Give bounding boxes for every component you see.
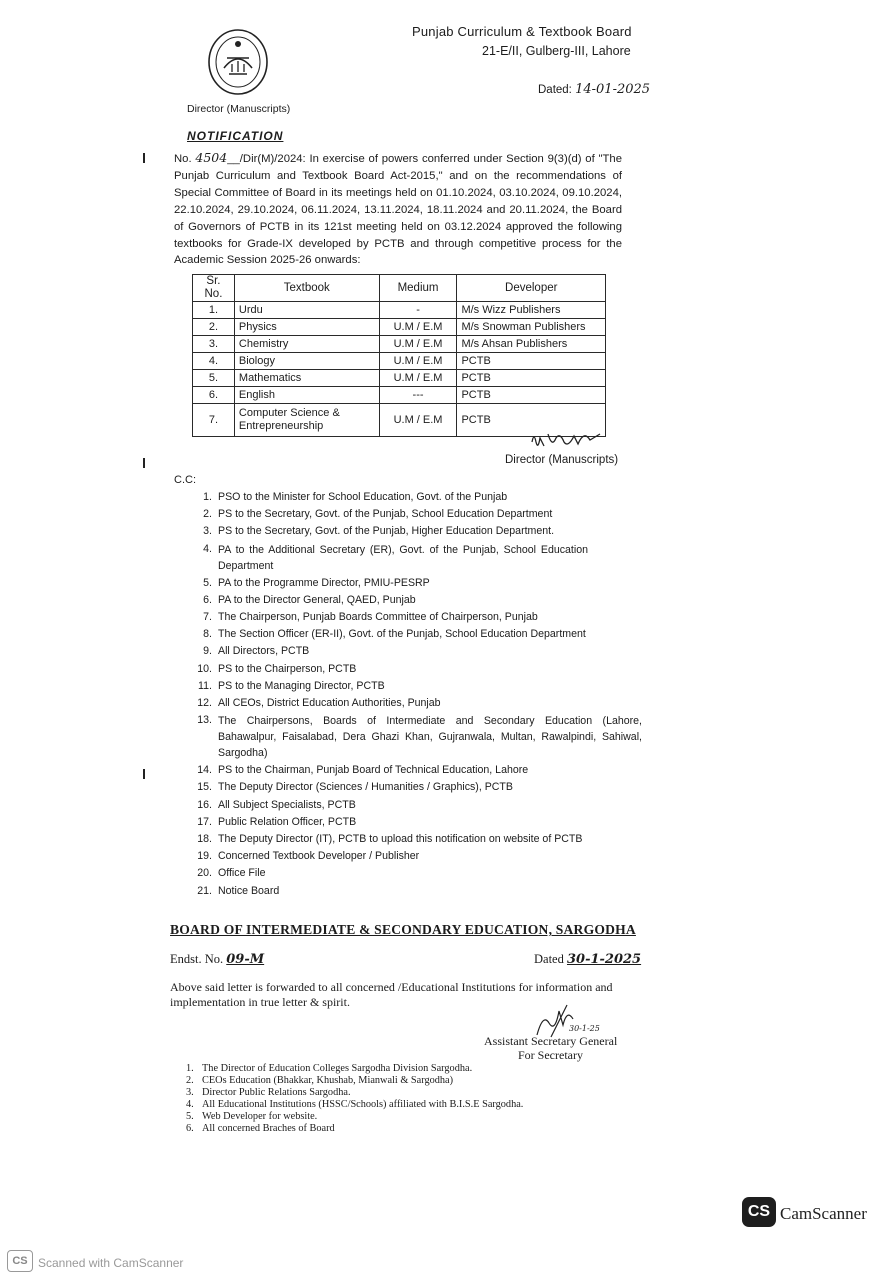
item-text: Office File [218,867,266,880]
item-number: 20. [197,867,212,880]
cell-medium: --- [379,387,457,404]
signature-date: 30-1-25 [569,1024,600,1033]
list-item [186,1087,523,1099]
cell-sr: 3. [193,336,235,353]
table-row [193,353,606,370]
cell-developer: PCTB [457,387,606,404]
item-number: 5. [186,1110,194,1122]
item-text: All Subject Specialists, PCTB [218,798,356,811]
notification-body [174,150,622,269]
list-item [182,506,642,523]
item-text: Notice Board [218,884,280,897]
notification-text: In exercise of powers conferred under Section 9(3)(d) of "The Punjab Curriculum and Textbook Board Act-2015," and on the recommendations of Special Committee of Board in its meetings held on 01.10.2024, 03.10.2024, 09.10.2024, 22.10.2024, 29.10.2024, 06.11.2024, 13.11.2024, 18.11.2024 and 20.11.2024, the Board of Governors of PCTB in its 121st meeting held on 03.12.2024 approved the following textbooks for Grade-IX developed by PCTB and through competitive process for the Academic Session 2025-26 onwards: [174,153,622,267]
margin-mark [143,153,145,163]
list-item [182,883,642,900]
item-number: 4. [186,1098,194,1110]
for-secretary: For Secretary [518,1048,583,1062]
list-item [186,1123,523,1135]
dated-value: 14-01-2025 [575,82,651,97]
cell-sr: 2. [193,319,235,336]
item-number: 17. [197,815,212,828]
cell-sr: 7. [193,404,235,437]
cell-developer: PCTB [457,353,606,370]
bise-distribution-list [186,1063,523,1134]
org-name: Punjab Curriculum & Textbook Board [412,24,632,39]
textbook-table [192,274,606,437]
pctb-seal-logo [207,28,269,96]
col-developer: Developer [457,275,606,302]
item-text: The Deputy Director (Sciences / Humanities / Graphics), PCTB [218,781,513,794]
cc-list [182,489,642,900]
item-number: 3. [186,1086,194,1098]
item-number: 8. [203,628,212,641]
item-number: 1. [186,1063,194,1074]
director-signature [530,428,610,456]
cell-medium: U.M / E.M [379,370,457,387]
item-text: PA to the Additional Secretary (ER), Govt. of the Punjab, School Education Department [218,543,588,572]
table-row [193,370,606,387]
list-item [186,1111,523,1123]
list-item [182,814,642,831]
cell-sr: 5. [193,370,235,387]
notification-number: 4504 [195,150,228,165]
cell-developer: PCTB [457,404,606,437]
item-text: PA to the Director General, QAED, Punjab [218,593,416,606]
forward-text: Above said letter is forwarded to all concerned /Educational Institutions for information and implementation in true letter & spirit. [170,980,613,1009]
item-number: 19. [197,850,212,863]
notification-date [538,82,650,97]
endst-value: 09-M [226,952,265,967]
item-text: Concerned Textbook Developer / Publisher [218,850,420,863]
col-sr-no: Sr. No. [193,275,235,302]
list-item [182,712,642,762]
item-number: 16. [197,798,212,811]
endorsement-number [170,952,264,967]
table-row [193,319,606,336]
scanned-with-text: Scanned with CamScanner [38,1256,184,1270]
cell-medium: U.M / E.M [379,353,457,370]
item-number: 2. [186,1074,194,1086]
table-row [193,336,606,353]
camscanner-brand: CamScanner [780,1204,867,1223]
endorsement-date [534,952,641,967]
bise-title: BOARD OF INTERMEDIATE & SECONDARY EDUCATION, SARGODHA [170,922,636,937]
notification-title: NOTIFICATION [187,129,284,143]
list-item [182,865,642,882]
list-item [182,848,642,865]
margin-mark [143,458,145,468]
col-medium: Medium [379,275,457,302]
camscanner-small-icon: CS [7,1250,33,1272]
cell-developer: PCTB [457,370,606,387]
item-number: 7. [203,611,212,624]
list-item [182,762,642,779]
item-text: All CEOs, District Education Authorities, Punjab [218,697,441,710]
item-text: The Chairpersons, Boards of Intermediate and Secondary Education (Lahore, Bahawalpur, Faisalabad, Dera Ghazi Khan, Gujranwala, Multan, Rawalpindi, Sahiwal, Sargodha) [218,715,642,760]
item-text: Public Relation Officer, PCTB [218,815,357,828]
list-item [182,643,642,660]
list-item [186,1099,523,1111]
item-number: 12. [197,697,212,710]
cell-developer: M/s Ahsan Publishers [457,336,606,353]
list-item [182,678,642,695]
cell-textbook: Chemistry [234,336,379,353]
item-text: PS to the Managing Director, PCTB [218,679,385,692]
item-text: Web Developer for website. [202,1110,318,1122]
cell-textbook: Urdu [234,302,379,319]
cell-sr: 1. [193,302,235,319]
item-text: The Chairperson, Punjab Boards Committee of Chairperson, Punjab [218,611,538,624]
item-text: All Directors, PCTB [218,645,310,658]
signatory: Assistant Secretary General [484,1034,618,1048]
list-item [182,831,642,848]
item-text: CEOs Education (Bhakkar, Khushab, Mianwali & Sargodha) [202,1074,454,1086]
list-item [182,489,642,506]
cell-medium: U.M / E.M [379,404,457,437]
signature-label: Director (Manuscripts) [505,454,619,466]
item-number: 11. [198,679,212,692]
cell-medium: - [379,302,457,319]
cell-medium: U.M / E.M [379,336,457,353]
item-text: PS to the Secretary, Govt. of the Punjab, Higher Education Department. [218,525,555,538]
bise-dated-value: 30-1-2025 [566,952,642,967]
list-item [186,1075,523,1087]
list-item [182,797,642,814]
item-number: 14. [197,764,212,777]
office-label: Director (Manuscripts) [187,103,291,115]
cell-textbook: Computer Science & Entrepreneurship [234,404,379,437]
cell-textbook: Physics [234,319,379,336]
item-text: PA to the Programme Director, PMIU-PESRP [218,576,430,589]
item-number: 9. [203,645,212,658]
cell-medium: U.M / E.M [379,319,457,336]
item-text: PS to the Chairperson, PCTB [218,662,357,675]
item-number: 10. [197,662,212,675]
list-item [186,1063,523,1075]
cell-textbook: Mathematics [234,370,379,387]
item-number: 18. [197,833,212,846]
item-number: 4. [203,542,212,555]
list-item [182,592,642,609]
cell-developer: M/s Snowman Publishers [457,319,606,336]
item-number: 6. [186,1122,194,1134]
item-text: The Deputy Director (IT), PCTB to upload this notification on website of PCTB [218,833,583,846]
dated-label: Dated: [538,84,572,96]
item-text: The Section Officer (ER-II), Govt. of the Punjab, School Education Department [218,628,586,641]
list-item [182,661,642,678]
list-item [182,695,642,712]
item-number: 15. [197,781,212,794]
list-item [182,626,642,643]
item-text: Director Public Relations Sargodha. [202,1086,351,1098]
item-text: The Director of Education Colleges Sargodha Division Sargodha. [202,1063,473,1074]
item-number: 1. [203,491,212,503]
col-textbook: Textbook [234,275,379,302]
bise-dated-label: Dated [534,952,564,966]
list-item [182,541,642,575]
table-row [193,302,606,319]
item-number: 2. [203,508,212,521]
endst-label: Endst. No. [170,952,224,966]
item-number: 6. [203,593,212,606]
cell-sr: 4. [193,353,235,370]
cell-textbook: Biology [234,353,379,370]
cell-sr: 6. [193,387,235,404]
list-item [182,609,642,626]
item-number: 21. [197,884,212,897]
list-item [182,575,642,592]
item-number: 5. [203,576,212,589]
org-address: 21-E/II, Gulberg-III, Lahore [482,44,631,58]
item-text: PSO to the Minister for School Education, Govt. of the Punjab [218,491,508,503]
item-text: All Educational Institutions (HSSC/Schools) affiliated with B.I.S.E Sargodha. [202,1098,524,1110]
item-text: PS to the Secretary, Govt. of the Punjab, School Education Department [218,508,553,521]
cc-label: C.C: [174,474,196,486]
cell-textbook: English [234,387,379,404]
item-text: All concerned Braches of Board [202,1122,335,1134]
cell-developer: M/s Wizz Publishers [457,302,606,319]
item-number: 13. [197,714,212,727]
item-text: PS to the Chairman, Punjab Board of Technical Education, Lahore [218,764,529,777]
notification-number-prefix: No. [174,153,192,165]
table-header-row [193,275,606,302]
notification-number-suffix: __/Dir(M)/2024: [227,153,306,165]
camscanner-logo-icon: CS [742,1197,776,1227]
list-item [182,779,642,796]
list-item [182,523,642,540]
table-row [193,387,606,404]
item-number: 3. [203,525,212,538]
margin-mark [143,769,145,779]
